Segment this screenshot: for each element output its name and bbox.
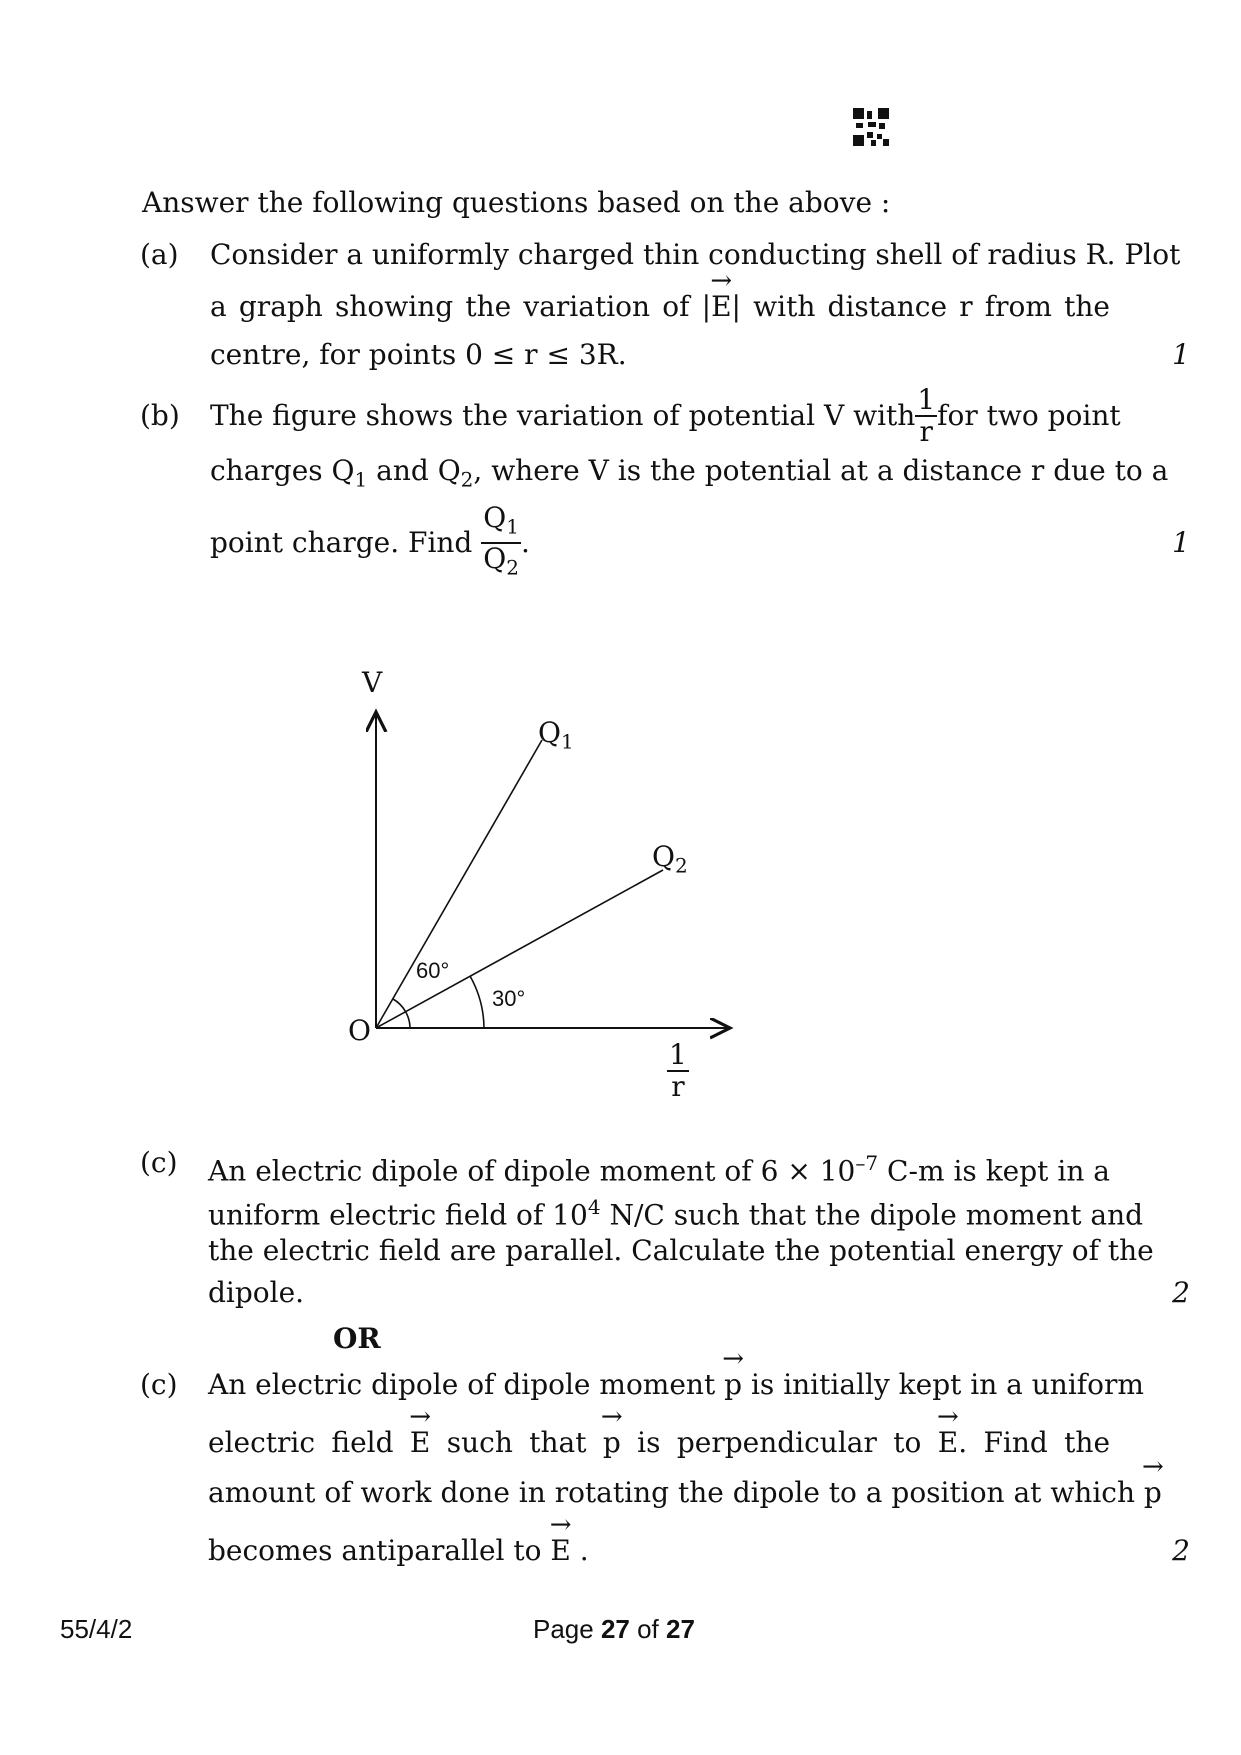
question-c1-label: (c) bbox=[140, 1146, 178, 1179]
origin-label: O bbox=[348, 1014, 371, 1047]
fraction-one-over-r: $\frac{1}{r}$ bbox=[917, 383, 936, 448]
question-c1-line2: uniform electric field of $10^4$ N/C such that the dipole moment and bbox=[208, 1195, 1144, 1232]
question-c2-marks: 2 bbox=[1172, 1534, 1190, 1567]
or-separator: OR bbox=[333, 1322, 381, 1355]
paper-code: 55/4/2 bbox=[60, 1614, 133, 1644]
question-b-marks: 1 bbox=[1172, 526, 1190, 559]
vector-e: → E bbox=[938, 1426, 958, 1460]
page-number: Page 27 of 27 bbox=[533, 1614, 695, 1644]
question-a-label: (a) bbox=[140, 238, 179, 271]
q1-line bbox=[376, 740, 542, 1028]
question-c1-line1: An electric dipole of dipole moment of $6 \times 10^{-7}$ C-m is kept in a bbox=[208, 1151, 1110, 1188]
question-a-line1: Consider a uniformly charged thin conducting shell of radius R. Plot bbox=[210, 238, 1181, 271]
inverse-r-axis-label: $\frac{1}{r}$ bbox=[669, 1038, 687, 1103]
q2-label: $Q_2$ bbox=[652, 840, 688, 878]
qr-code bbox=[853, 108, 889, 146]
vector-e: → E bbox=[711, 290, 731, 324]
question-a-marks: 1 bbox=[1172, 338, 1190, 371]
question-b-label: (b) bbox=[140, 399, 180, 432]
question-a-line3: centre, for points 0 ≤ r ≤ 3R. bbox=[210, 338, 627, 371]
question-c2-line2: electric field → E such that → p is perpendicular to → E. Find the bbox=[208, 1426, 1110, 1460]
v-axis-label: V bbox=[362, 666, 383, 699]
question-b-line3: point charge. Find $\frac{Q_1}{Q_2}$ . bbox=[210, 500, 530, 586]
vector-e: → E bbox=[550, 1534, 570, 1568]
vector-p: → p bbox=[724, 1368, 742, 1402]
question-c1-marks: 2 bbox=[1172, 1276, 1190, 1309]
angle-arc-30 bbox=[470, 976, 484, 1028]
vector-p: → p bbox=[603, 1426, 621, 1460]
question-c1-line3: the electric field are parallel. Calculate the potential energy of the bbox=[208, 1234, 1154, 1267]
vector-e: → E bbox=[410, 1426, 430, 1460]
question-c2-line1: An electric dipole of dipole moment → p is initially kept in a uniform bbox=[208, 1368, 1110, 1402]
question-c2-line3: amount of work done in rotating the dipole to a position at which → p bbox=[208, 1476, 1110, 1510]
question-c2-line4: becomes antiparallel to → E . bbox=[208, 1534, 589, 1568]
question-a-line2: a graph showing the variation of |→ E| with distance r from the bbox=[210, 290, 1110, 324]
question-b-line1: The figure shows the variation of potential V with $\frac{1}{r}$ for two point bbox=[210, 383, 1121, 448]
question-b-line2: charges $Q_1$ and $Q_2$, where V is the potential at a distance r due to a bbox=[210, 454, 1169, 492]
q1-label: $Q_1$ bbox=[538, 716, 574, 754]
vector-p: → p bbox=[1144, 1476, 1162, 1510]
intro-text: Answer the following questions based on the above : bbox=[142, 186, 891, 219]
angle-60-label: 60° bbox=[416, 958, 450, 983]
question-c2-label: (c) bbox=[140, 1368, 178, 1401]
fraction-q1-over-q2: $\frac{Q_1}{Q_2}$ bbox=[483, 501, 519, 580]
angle-30-label: 30° bbox=[492, 986, 526, 1011]
question-c1-line4: dipole. bbox=[208, 1276, 305, 1309]
